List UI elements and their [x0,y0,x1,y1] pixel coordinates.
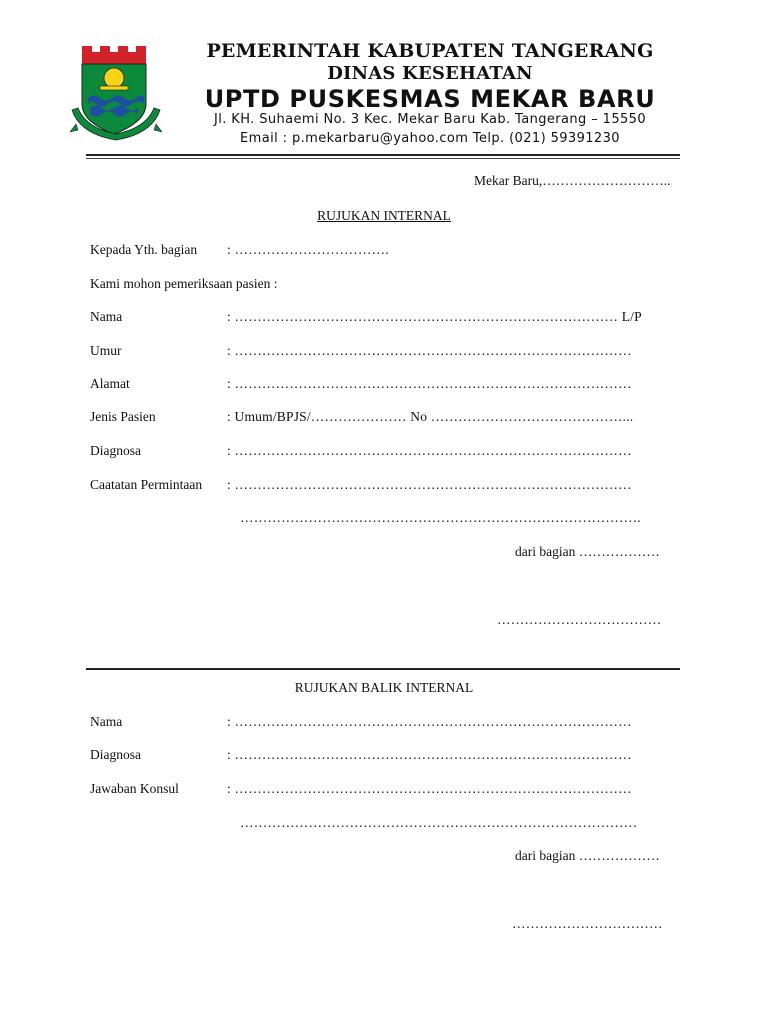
catatan-field: : …………………………………………………………………………… [227,477,632,492]
jenis-pasien-label: Jenis Pasien [90,409,156,424]
balik-nama-label: Nama [90,714,123,729]
diagnosa-field: : …………………………………………………………………………… [227,443,632,458]
jawaban-field: : …………………………………………………………………………… [227,781,632,796]
dari-bagian: dari bagian ……………… [515,544,660,559]
kepada-label: Kepada Yth. bagian [90,242,198,257]
kabupaten-tangerang-logo [70,38,162,146]
place-date: Mekar Baru,……………………….. [474,173,671,188]
signature-line: ……………………………… [497,612,662,627]
header-government: PEMERINTAH KABUPATEN TANGERANG [206,40,654,62]
nama-label: Nama [90,309,123,324]
header-contact: Email : p.mekarbaru@yahoo.com Telp. (021) 59391230 [240,131,620,146]
catatan-field-continued: ……………………………………………………………………………. [240,510,641,525]
kepada-field: : ……………………………. [227,242,389,257]
jawaban-label: Jawaban Konsul [90,781,179,796]
section-divider [86,668,680,670]
balik-title: RUJUKAN BALIK INTERNAL [294,680,474,695]
catatan-label: Caatatan Permintaan [90,477,203,492]
form-title: RUJUKAN INTERNAL [317,208,451,223]
balik-nama-field: : …………………………………………………………………………… [227,714,632,729]
balik-dari-bagian: dari bagian ……………… [515,848,660,863]
jawaban-field-continued: …………………………………………………………………………… [240,815,638,830]
header-institution: UPTD PUSKESMAS MEKAR BARU [204,85,656,113]
balik-diagnosa-field: : …………………………………………………………………………… [227,747,632,762]
diagnosa-label: Diagnosa [90,443,141,458]
letterhead-divider [86,154,680,156]
header-department: DINAS KESEHATAN [327,63,533,84]
letterhead-divider-thin [86,158,680,159]
header-address: Jl. KH. Suhaemi No. 3 Kec. Mekar Baru Kab. Tangerang – 15550 [213,112,647,127]
alamat-field: : …………………………………………………………………………… [227,376,632,391]
alamat-label: Alamat [90,376,130,391]
intro-text: Kami mohon pemeriksaan pasien : [90,276,278,291]
balik-diagnosa-label: Diagnosa [90,747,141,762]
nama-field: : ………………………………………………………………………… L/P [227,309,642,324]
umur-field: : …………………………………………………………………………… [227,343,632,358]
balik-signature-line: …………………………… [512,916,663,931]
jenis-pasien-field: : Umum/BPJS/………………… No ……………………………………... [227,409,634,424]
umur-label: Umur [90,343,122,358]
